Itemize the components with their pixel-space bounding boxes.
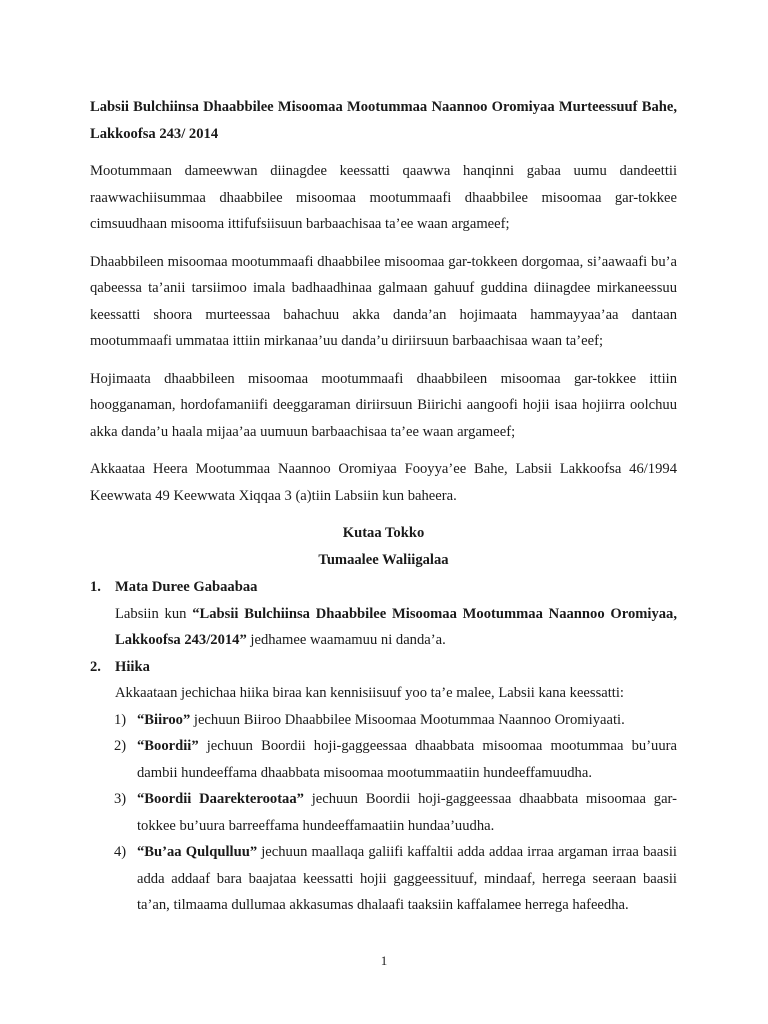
section-1-text-before: Labsiin kun	[115, 605, 193, 622]
document-title: Labsii Bulchiinsa Dhaabbilee Misoomaa Mootummaa Naannoo Oromiyaa Murteessuuf Bahe, Lakkoofsa 243/ 2014	[90, 99, 677, 142]
section-1-heading: Mata Duree Gabaabaa	[115, 579, 258, 595]
part-heading: Kutaa Tokko	[342, 525, 425, 541]
definition-text: jechuun maallaqa galiifi kaffaltii adda addaa irraa argaman irraa baasii adda addaaf bara baajataa keessatti hojii gaggeessituuf, mindaaf, herrega seeraan baasii ta’an, tilmaama dullumaa akkasumas dhalaafi taaksiin kaffalamee herrega hafeedha.	[137, 844, 677, 913]
definition-number: 4)	[114, 844, 127, 860]
definition-item	[90, 786, 677, 839]
page-number: 1	[380, 953, 388, 968]
definition-number: 1)	[114, 711, 127, 728]
definition-number: 2)	[114, 738, 127, 754]
definition-item	[90, 733, 677, 786]
preamble-paragraph-4: Akkaataa Heera Mootummaa Naannoo Oromiyaa Fooyya’ee Bahe, Labsii Lakkoofsa 46/1994 Keewwata 49 Keewwata Xiqqaa 3 (a)tiin Labsiin kun baheera.	[90, 461, 677, 504]
definition-term: “Boordii”	[137, 738, 199, 754]
definition-text: jechuun Boordii hoji-gaggeessaa dhaabbata misoomaa gar-tokkee bu’uura barreeffama hundeeffamaatiin hundaa’uudha.	[137, 791, 677, 834]
definition-text: jechuun Biiroo Dhaabbilee Misoomaa Mootummaa Naannoo Oromiyaati.	[190, 711, 625, 728]
section-1-text-after: jedhamee waamamuu ni danda’a.	[246, 632, 446, 648]
definition-item	[90, 839, 677, 919]
definition-term: “Boordii Daarekterootaa”	[137, 791, 304, 807]
section-1	[90, 574, 677, 654]
definition-term: “Biiroo”	[137, 711, 191, 728]
section-2	[90, 654, 677, 707]
definition-text: jechuun Boordii hoji-gaggeessaa dhaabbata misoomaa mootummaa bu’uura dambii hundeeffama dhaabbata misoomaa mootummaatiin hundeeffamuudha.	[137, 738, 677, 781]
preamble-paragraph-3: Hojimaata dhaabbileen misoomaa mootummaafi dhaabbileen misoomaa gar-tokkee ittiin hoogganaman, hordofamaniifi deeggaraman diriirsuun Biirichi aangoofi hojii isaa hojiirra oolchuu akka danda’u haala mijaa’aa uumuun barbaachisaa ta’ee waan argameef;	[90, 370, 677, 440]
definition-item	[90, 707, 677, 734]
section-1-number: 1.	[90, 579, 101, 595]
definition-term: “Bu’aa Qulqulluu”	[137, 844, 258, 860]
section-1-bold-title: “Labsii Bulchiinsa Dhaabbilee Misoomaa Mootummaa Naannoo Oromiyaa, Lakkoofsa 243/2014”	[115, 605, 678, 648]
part-title: Tumaalee Waliigalaa	[318, 552, 449, 568]
section-2-intro: Akkaataan jechichaa hiika biraa kan kennisiisuuf yoo ta’e malee, Labsii kana keessatti:	[115, 685, 624, 701]
preamble-paragraph-1: Mootummaan dameewwan diinagdee keessatti qaawwa hanqinni gabaa uumu dandeettii raawwachiisummaa dhaabbilee misoomaa mootummaafi dhaabbilee misoomaa gar-tokkee cimsuudhaan misooma ittifufsiisuun barbaachisaa ta’ee waan argameef;	[90, 163, 677, 232]
section-1-body	[115, 601, 677, 654]
definition-number: 3)	[114, 791, 127, 807]
section-2-heading: Hiika	[115, 658, 150, 675]
preamble-paragraph-2: Dhaabbileen misoomaa mootummaafi dhaabbilee misoomaa gar-tokkeen dorgomaa, si’aawaafi bu’a qabeessa ta’anii tarsiimoo imala badhaadhinaa galmaan gahuuf guddina diinagdee mirkaneessuu keessatti shoora murteessaa bahachuu akka danda’an hojimaata hammayyaa’aa dantaan mootummaafi ummataa ittiin mirkanaa’uu danda’u diriirsuun barbaachisaa waan ta’eef;	[90, 253, 677, 349]
section-2-number: 2.	[90, 658, 101, 675]
document-page	[90, 94, 677, 919]
